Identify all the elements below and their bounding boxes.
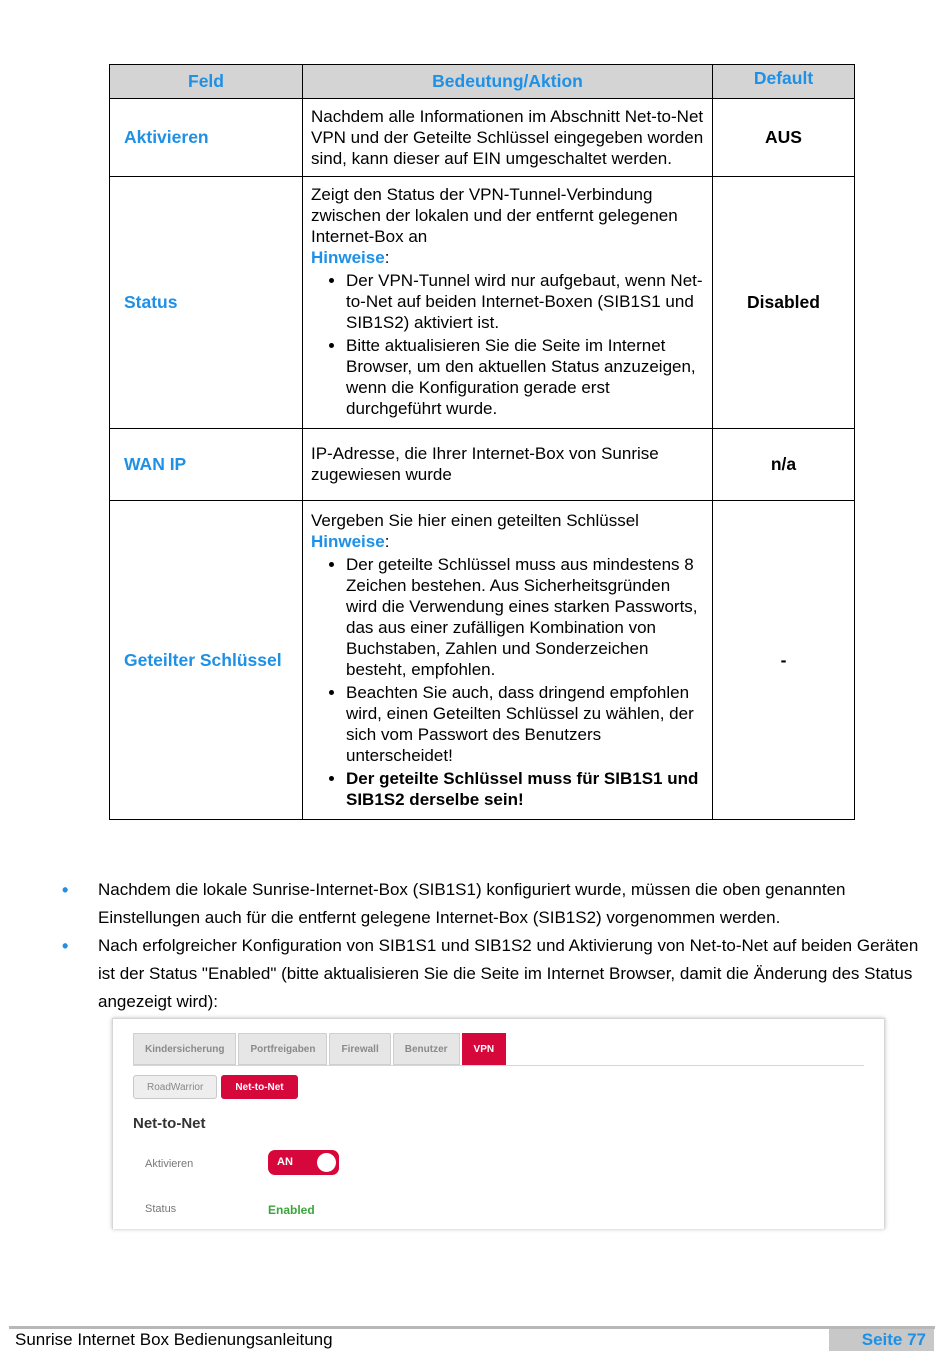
- row-feld: Status: [110, 177, 303, 429]
- list-item: • Der VPN-Tunnel wird nur aufgebaut, wenn Net-to-Net auf beiden Internet-Boxen (SIB1S1 und SIB1S2) aktiviert ist.: [346, 270, 704, 333]
- table-row: [110, 429, 855, 501]
- tab-bar: [133, 1033, 506, 1065]
- table-header-row: [110, 65, 855, 99]
- toggle-knob: [317, 1153, 336, 1172]
- hinweise-label: Hinweise: [311, 248, 385, 267]
- hinweise-list: [311, 554, 704, 810]
- note-item: [60, 876, 920, 932]
- list-item: • Beachten Sie auch, dass dringend empfohlen wird, einen Geteilten Schlüssel zu wählen, der sich vom Passwort des Benutzers unterscheidet!: [346, 682, 704, 766]
- ui-screenshot: [112, 1018, 885, 1229]
- tab-vpn[interactable]: VPN: [462, 1033, 507, 1065]
- table-row: [110, 177, 855, 429]
- footer-divider: [9, 1326, 935, 1329]
- subtab-bar: [133, 1075, 298, 1099]
- row-desc-text: Vergeben Sie hier einen geteilten Schlüssel: [311, 511, 639, 530]
- status-label: Status: [145, 1203, 177, 1215]
- settings-table: [109, 64, 855, 820]
- list-item: • Bitte aktualisieren Sie die Seite im Internet Browser, um den aktuellen Status anzuzeigen, wenn die Konfiguration gerade erst durchgeführt wurde.: [346, 335, 704, 419]
- section-title: Net-to-Net: [133, 1115, 206, 1132]
- list-item: • Der geteilte Schlüssel muss aus mindestens 8 Zeichen bestehen. Aus Sicherheitsgründen wird die Verwendung eines starken Passworts, das aus einer zufälligen Kombination von Buchstaben, Zahlen und Sonderzeichen besteht, empfohlen.: [346, 554, 704, 680]
- notes: [60, 876, 920, 1016]
- row-default: AUS: [713, 99, 855, 177]
- tab-divider: [133, 1065, 864, 1066]
- header-default: Default: [713, 65, 855, 99]
- note-item: [60, 932, 920, 1016]
- status-value: Enabled: [268, 1203, 315, 1217]
- row-desc: Vergeben Sie hier einen geteilten Schlüssel Hinweise: • Der geteilte Schlüssel muss aus mindestens 8 Zeichen bestehen. Aus Sicherheitsgründen wird die Verwendung eines starken Passworts, das aus einer zufälligen Kombination von Buchstaben, Zahlen und Sonderzeichen besteht, empfohlen. • Beachten Sie auch, dass dringend empfohlen wird, einen Geteilten Schlüssel zu wählen, der sich vom Passwort des Benutzers unterscheidet! • Der geteilte Schlüssel muss für SIB1S1 und SIB1S2 derselbe sein!: [303, 501, 713, 820]
- row-desc-text: Zeigt den Status der VPN-Tunnel-Verbindung zwischen der lokalen und der entfernt gelegenen Internet-Box an: [311, 185, 678, 246]
- table-row: [110, 99, 855, 177]
- hinweise-label: Hinweise: [311, 532, 385, 551]
- row-default: -: [713, 501, 855, 820]
- tab-portfreigaben[interactable]: Portfreigaben: [238, 1033, 327, 1065]
- note-text: Nachdem die lokale Sunrise-Internet-Box (SIB1S1) konfiguriert wurde, müssen die oben genannten Einstellungen auch für die entfernt gelegene Internet-Box (SIB1S2) vorgenommen werden.: [98, 880, 846, 927]
- row-feld: Aktivieren: [110, 99, 303, 177]
- hinweise-list: [311, 270, 704, 419]
- page-number: Seite 77: [829, 1329, 934, 1351]
- row-feld: Geteilter Schlüssel: [110, 501, 303, 820]
- row-desc: IP-Adresse, die Ihrer Internet-Box von Sunrise zugewiesen wurde: [303, 429, 713, 501]
- table-row: [110, 501, 855, 820]
- subtab-roadwarrior[interactable]: RoadWarrior: [133, 1075, 217, 1099]
- row-desc: Nachdem alle Informationen im Abschnitt Net-to-Net VPN und der Geteilte Schlüssel eingegeben worden sind, kann dieser auf EIN umgeschaltet werden.: [303, 99, 713, 177]
- row-desc: Zeigt den Status der VPN-Tunnel-Verbindung zwischen der lokalen und der entfernt gelegenen Internet-Box an Hinweise: • Der VPN-Tunnel wird nur aufgebaut, wenn Net-to-Net auf beiden Internet-Boxen (SIB1S1 und SIB1S2) aktiviert ist. • Bitte aktualisieren Sie die Seite im Internet Browser, um den aktuellen Status anzuzeigen, wenn die Konfiguration gerade erst durchgeführt wurde.: [303, 177, 713, 429]
- tab-firewall[interactable]: Firewall: [329, 1033, 390, 1065]
- bullet-icon: •: [62, 880, 69, 900]
- list-item: • Der geteilte Schlüssel muss für SIB1S1 und SIB1S2 derselbe sein!: [346, 768, 704, 810]
- subtab-net-to-net[interactable]: Net-to-Net: [221, 1075, 297, 1099]
- header-feld: Feld: [110, 65, 303, 99]
- aktivieren-label: Aktivieren: [145, 1158, 194, 1170]
- aktivieren-toggle[interactable]: [268, 1150, 339, 1175]
- tab-benutzer[interactable]: Benutzer: [393, 1033, 460, 1065]
- row-feld: WAN IP: [110, 429, 303, 501]
- header-bedeutung: Bedeutung/Aktion: [303, 65, 713, 99]
- footer-title: Sunrise Internet Box Bedienungsanleitung: [15, 1330, 333, 1349]
- row-default: n/a: [713, 429, 855, 501]
- bullet-icon: •: [62, 936, 69, 956]
- note-text: Nach erfolgreicher Konfiguration von SIB1S1 und SIB1S2 und Aktivierung von Net-to-Net auf beiden Geräten ist der Status "Enabled" (bitte aktualisieren Sie die Seite im Internet Browser, damit die Änderung des Status angezeigt wird):: [98, 936, 919, 1011]
- row-default: Disabled: [713, 177, 855, 429]
- tab-kindersicherung[interactable]: Kindersicherung: [133, 1033, 236, 1065]
- toggle-text: AN: [277, 1156, 293, 1168]
